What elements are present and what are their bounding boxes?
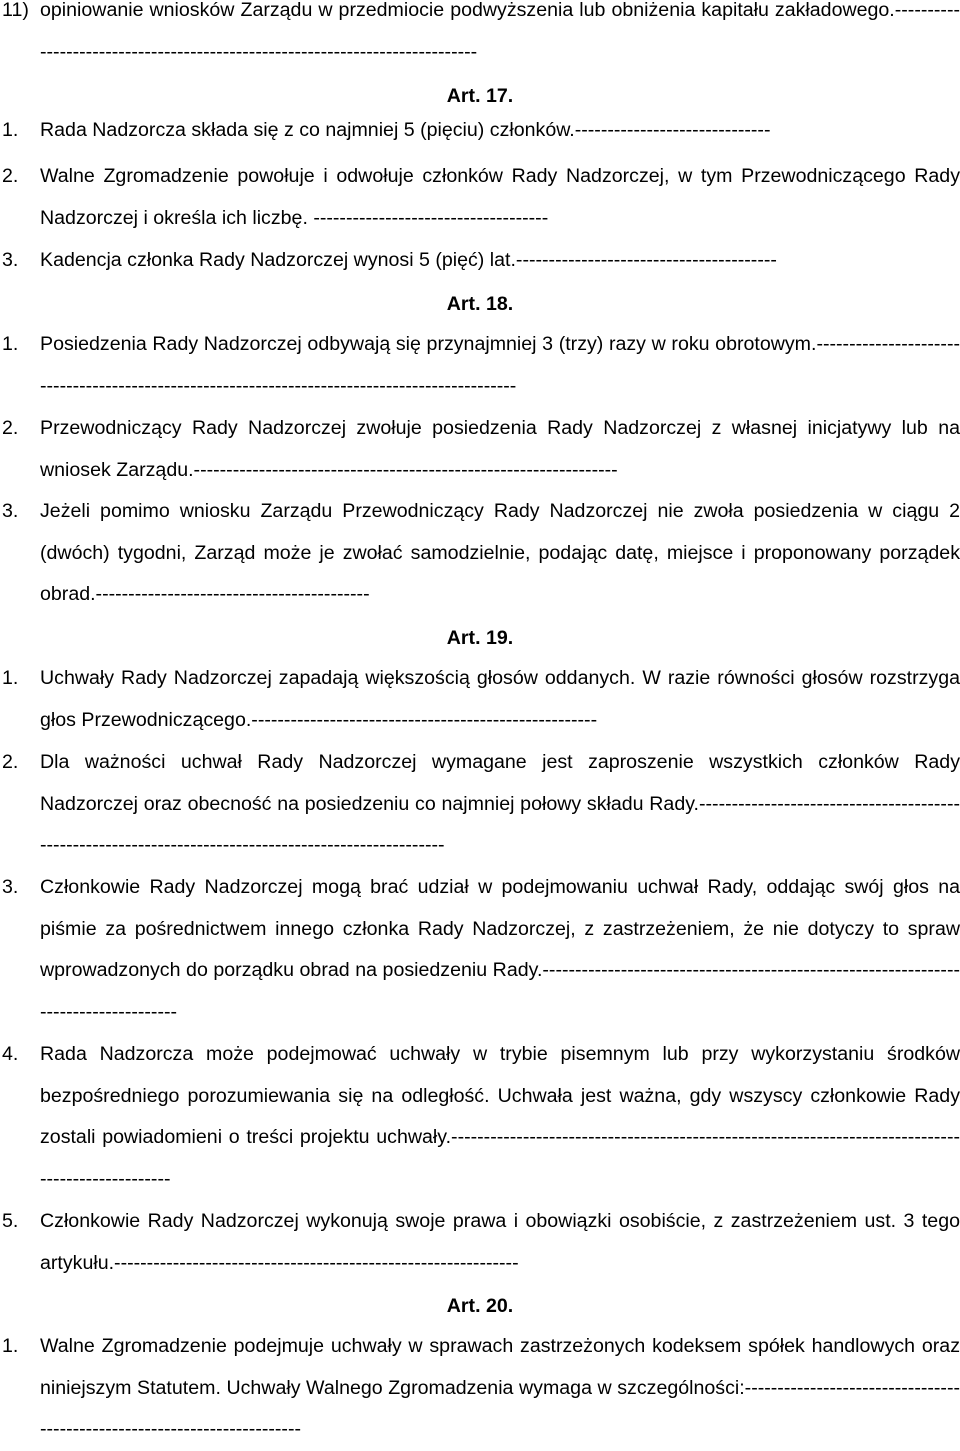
item-number: 1. [2,119,19,141]
item-text: Jeżeli pomimo wniosku Zarządu Przewodniczący Rady Nadzorczej nie zwoła posiedzenia w ciągu 2 (dwóch) tygodni, Zarząd może je zwołać samodzielnie, podając datę, miejsce i proponowany porządek obrad.------------------------------------------ [40,500,960,606]
item-text: Posiedzenia Rady Nadzorczej odbywają się przynajmniej 3 (trzy) razy w roku obrotowym.----------------------------------------------------------------------------------------------- [40,333,960,397]
list-item [0,742,960,867]
item-number: 1. [2,333,19,355]
list-item [0,240,960,282]
item-text: Rada Nadzorcza składa się z co najmniej 5 (pięciu) członków.------------------------------ [40,119,771,141]
list-item [0,110,960,152]
article-heading: Art. 19. [446,627,514,649]
item-text: Przewodniczący Rady Nadzorczej zwołuje posiedzenia Rady Nadzorczej z własnej inicjatywy lub na wniosek Zarządu.----------------------------------------------------------------- [40,417,960,481]
list-item [0,324,960,407]
item-number: 4. [2,1043,19,1065]
item-number: 11) [2,0,29,21]
item-text: Dla ważności uchwał Rady Nadzorczej wymagane jest zaproszenie wszystkich członków Rady Nadzorczej oraz obecność na posiedzeniu co najmniej połowy składu Rady.------------------------------------------------------------------------------------------------------ [40,751,960,857]
item-text: Członkowie Rady Nadzorczej wykonują swoje prawa i obowiązki osobiście, z zastrzeżeniem ust. 3 tego artykułu.-------------------------------------------------------------- [40,1210,960,1274]
list-item [0,658,960,741]
item-number: 3. [2,876,19,898]
item-text: opiniowanie wniosków Zarządu w przedmiocie podwyższenia lub obniżenia kapitału zakładowego.----------------------------------------------------------------------------- [40,0,960,63]
item-text: Rada Nadzorcza może podejmować uchwały w trybie pisemnym lub przy wykorzystaniu środków bezpośredniego porozumiewania się na odległość. Uchwała jest ważna, gdy wszyscy członkowie Rady zostali powiadomieni o treści projektu uchwały.-------------------------------------------------------------------------------------------------- [40,1043,960,1190]
item-text: Walne Zgromadzenie powołuje i odwołuje członków Rady Nadzorczej, w tym Przewodniczącego Rady Nadzorczej i określa ich liczbę. ------------------------------------ [40,165,960,229]
list-item [0,156,960,239]
article-heading: Art. 17. [446,85,514,107]
list-item [0,0,960,73]
item-text: Walne Zgromadzenie podejmuje uchwały w sprawach zastrzeżonych kodeksem spółek handlowych oraz niniejszym Statutem. Uchwały Walnego Zgromadzenia wymaga w szczególności:------------------------------------------------------------------------- [40,1335,960,1441]
list-item [0,1201,960,1284]
list-item [0,1034,960,1200]
item-number: 3. [2,249,19,271]
item-number: 1. [2,667,19,689]
list-item [0,491,960,616]
list-item [0,408,960,491]
article-heading: Art. 18. [446,293,514,315]
item-text: Kadencja członka Rady Nadzorczej wynosi 5 (pięć) lat.---------------------------------------- [40,249,777,271]
item-number: 2. [2,751,19,773]
article-heading: Art. 20. [446,1295,514,1317]
item-number: 2. [2,417,19,439]
item-text: Członkowie Rady Nadzorczej mogą brać udział w podejmowaniu uchwał Rady, oddając swój głos na piśmie za pośrednictwem innego członka Rady Nadzorczej, z zastrzeżeniem, że nie dotyczy to spraw wprowadzonych do porządku obrad na posiedzeniu Rady.------------------------------------------------------------------------------------- [40,876,960,1023]
item-text: Uchwały Rady Nadzorczej zapadają większością głosów oddanych. W razie równości głosów rozstrzyga głos Przewodniczącego.----------------------------------------------------- [40,667,960,731]
item-number: 3. [2,500,19,522]
item-number: 5. [2,1210,19,1232]
list-item [0,1326,960,1451]
item-number: 2. [2,165,19,187]
list-item [0,867,960,1033]
item-number: 1. [2,1335,19,1357]
